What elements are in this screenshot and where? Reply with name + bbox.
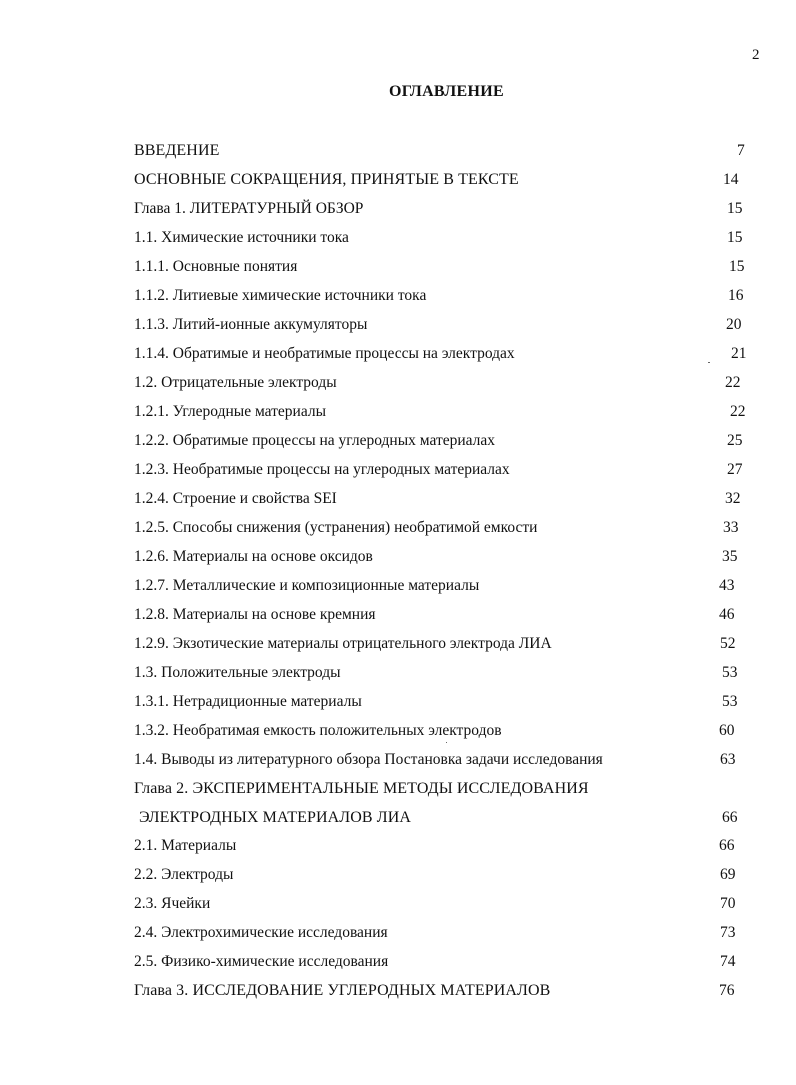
toc-entry-title: 1.2.9. Экзотические материалы отрицательного электрода ЛИА: [134, 635, 552, 652]
toc-entry-page: 60: [719, 722, 735, 739]
toc-entry-page: 33: [723, 519, 739, 536]
toc-entry-title: 1.3. Положительные электроды: [134, 664, 341, 681]
toc-entry-page: 7: [737, 142, 745, 159]
toc-entry-title: 1.3.1. Нетрадиционные материалы: [134, 693, 362, 710]
toc-entry-page: 16: [728, 287, 744, 304]
toc-entry-page: 74: [720, 953, 736, 970]
toc-entry: [0, 777, 796, 801]
toc-entry: [0, 690, 796, 714]
toc-entry: [0, 139, 796, 163]
toc-entry: [0, 661, 796, 685]
toc-entry-title: 1.2.2. Обратимые процессы на углеродных материалах: [134, 432, 496, 449]
toc-entry-title: 1.3.2. Необратимая емкость положительных электродов: [134, 722, 502, 739]
toc-entry-page: 73: [720, 924, 736, 941]
toc-entry-title: 2.2. Электроды: [134, 866, 234, 883]
toc-entry: [0, 371, 796, 395]
toc-entry: [0, 863, 796, 887]
toc-entry-page: 32: [725, 490, 741, 507]
toc-entry: [0, 429, 796, 453]
toc-entry: [0, 632, 796, 656]
toc-entry: [0, 950, 796, 974]
toc-entry: [0, 921, 796, 945]
toc-entry-page: 15: [729, 258, 745, 275]
toc-entry-title: 1.1.3. Литий-ионные аккумуляторы: [134, 316, 368, 333]
toc-entry: [0, 284, 796, 308]
toc-entry: [0, 400, 796, 424]
toc-entry-page: 52: [720, 635, 736, 652]
toc-entry-title: 1.1.2. Литиевые химические источники тока: [134, 287, 427, 304]
toc-entry-title: 1.2.7. Металлические и композиционные материалы: [134, 577, 480, 594]
scan-speck: [446, 742, 447, 743]
toc-entry: [0, 168, 796, 192]
toc-entry: [0, 806, 796, 830]
toc-entry: [0, 516, 796, 540]
toc-entry: [0, 719, 796, 743]
toc-entry-page: 66: [719, 837, 735, 854]
toc-entry-title: 1.2.4. Строение и свойства SEI: [134, 490, 337, 507]
toc-entry-page: 25: [727, 432, 743, 449]
toc-entry-title: ВВЕДЕНИЕ: [134, 142, 220, 159]
toc-entry-page: 22: [730, 403, 746, 420]
toc-entry-title: Глава 1. ЛИТЕРАТУРНЫЙ ОБЗОР: [134, 200, 364, 217]
toc-entry-page: 53: [722, 693, 738, 710]
toc-entry: [0, 603, 796, 627]
toc-entry-page: 53: [722, 664, 738, 681]
toc-entry-page: 20: [726, 316, 742, 333]
toc-entry-title: 1.2. Отрицательные электроды: [134, 374, 337, 391]
toc-entry: [0, 545, 796, 569]
toc-entry-title: 2.1. Материалы: [134, 837, 237, 854]
toc-entry-page: 15: [727, 200, 743, 217]
toc-entry-title: 1.1.1. Основные понятия: [134, 258, 298, 275]
toc-entry-title: 1.2.8. Материалы на основе кремния: [134, 606, 376, 623]
toc-entry-title: 2.5. Физико-химические исследования: [134, 953, 389, 970]
toc-entry: [0, 458, 796, 482]
toc-entry: [0, 313, 796, 337]
toc-entry-title: 2.3. Ячейки: [134, 895, 211, 912]
toc-entry-page: 46: [719, 606, 735, 623]
toc-entry-title: ЭЛЕКТРОДНЫХ МАТЕРИАЛОВ ЛИА: [139, 809, 412, 826]
toc-entry-page: 21: [731, 345, 747, 362]
toc-entry-page: 14: [723, 171, 739, 188]
toc-entry: [0, 226, 796, 250]
toc-entry-page: 27: [727, 461, 743, 478]
toc-entry: [0, 748, 796, 772]
toc-entry-page: 66: [722, 809, 738, 826]
toc-entry: [0, 197, 796, 221]
toc-entry-page: 15: [727, 229, 743, 246]
toc-entry-title: Глава 2. ЭКСПЕРИМЕНТАЛЬНЫЕ МЕТОДЫ ИССЛЕДОВАНИЯ: [134, 780, 589, 797]
toc-entry-page: 35: [722, 548, 738, 565]
toc-entry-title: 1.2.1. Углеродные материалы: [134, 403, 326, 420]
toc-entry-title: 1.4. Выводы из литературного обзора Постановка задачи исследования: [134, 751, 603, 768]
toc-entry: [0, 574, 796, 598]
toc-entry-title: 2.4. Электрохимические исследования: [134, 924, 388, 941]
toc-entry-page: 63: [720, 751, 736, 768]
toc-entry: [0, 255, 796, 279]
toc-entry: [0, 979, 796, 1003]
toc-entry-page: 43: [719, 577, 735, 594]
toc-entry: [0, 487, 796, 511]
toc-entry-page: 76: [719, 982, 735, 999]
toc-entry-title: Глава 3. ИССЛЕДОВАНИЕ УГЛЕРОДНЫХ МАТЕРИАЛОВ: [134, 982, 551, 999]
scan-speck: [708, 362, 710, 363]
toc-entry-title: 1.1.4. Обратимые и необратимые процессы на электродах: [134, 345, 515, 362]
toc-entry-page: 70: [720, 895, 736, 912]
toc-entry-title: 1.2.3. Необратимые процессы на углеродных материалах: [134, 461, 510, 478]
toc-entry: [0, 342, 796, 366]
page-title: ОГЛАВЛЕНИЕ: [389, 83, 504, 100]
toc-entry-page: 69: [720, 866, 736, 883]
toc-entry-page: 22: [725, 374, 741, 391]
toc-entry: [0, 834, 796, 858]
toc-entry-title: ОСНОВНЫЕ СОКРАЩЕНИЯ, ПРИНЯТЫЕ В ТЕКСТЕ: [134, 171, 519, 188]
toc-entry: [0, 892, 796, 916]
page-number: 2: [752, 47, 760, 63]
toc-entry-title: 1.2.6. Материалы на основе оксидов: [134, 548, 373, 565]
toc-entry-title: 1.1. Химические источники тока: [134, 229, 349, 246]
toc-entry-title: 1.2.5. Способы снижения (устранения) необратимой емкости: [134, 519, 538, 536]
